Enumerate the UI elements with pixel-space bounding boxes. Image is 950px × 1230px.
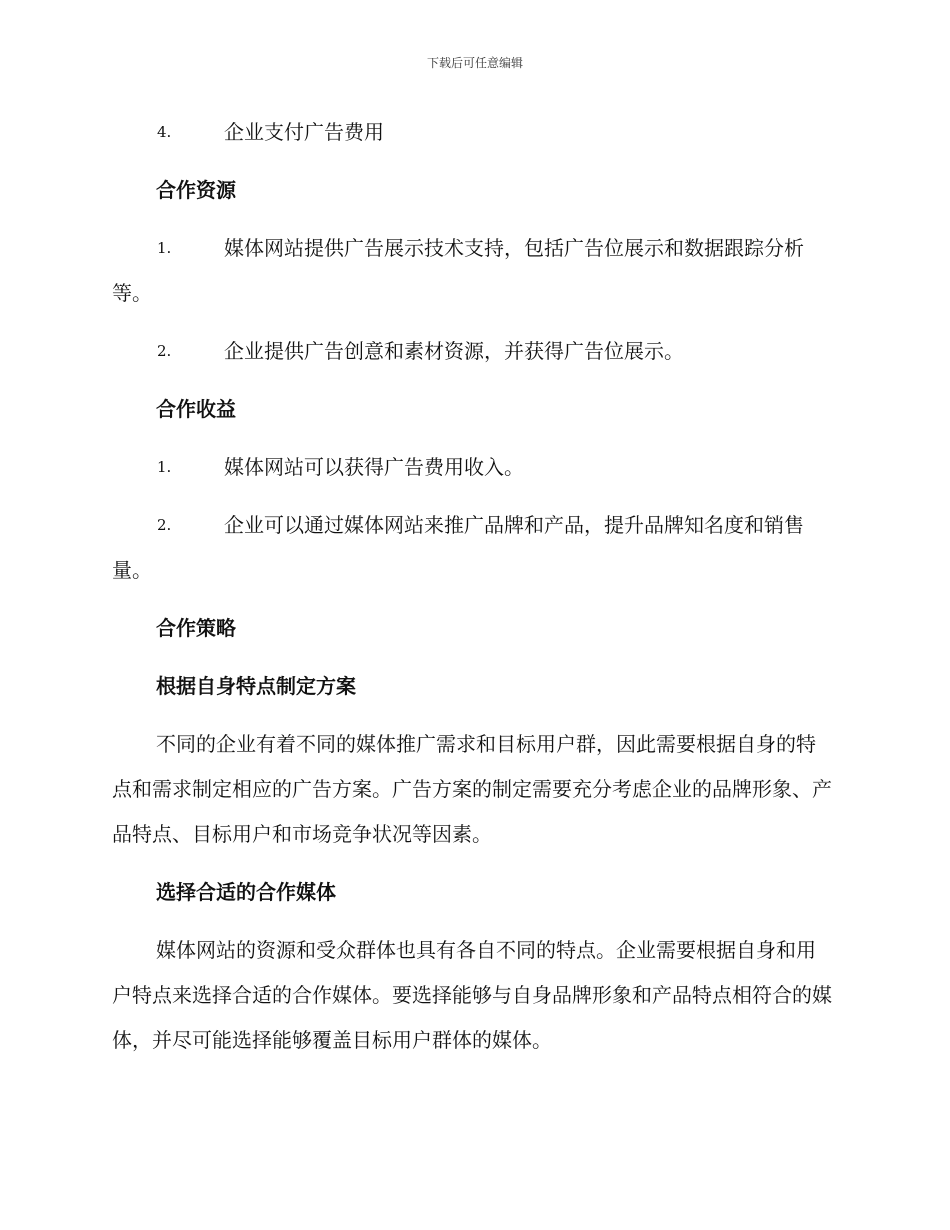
list-number: 1. [157,458,172,476]
list-text: 企业可以通过媒体网站来推广品牌和产品，提升品牌知名度和销售量。 [112,513,804,582]
list-text: 企业提供广告创意和素材资源，并获得广告位展示。 [224,339,684,363]
list-text: 媒体网站可以获得广告费用收入。 [224,455,524,479]
list-item [112,503,834,593]
subsection-heading: 选择合适的合作媒体 [156,880,336,904]
body-paragraph: 媒体网站的资源和受众群体也具有各自不同的特点。企业需要根据自身和用户特点来选择合适的合作媒体。要选择能够与自身品牌形象和产品特点相符合的媒体，并尽可能选择能够覆盖目标用户群体的媒体。 [112,938,832,1052]
list-number: 1. [157,239,172,257]
list-item [112,445,834,490]
list-item [112,110,834,155]
list-text: 媒体网站提供广告展示技术支持，包括广告位展示和数据跟踪分析等。 [112,236,804,305]
list-number: 2. [157,342,172,360]
subsection-heading: 根据自身特点制定方案 [156,674,356,698]
list-item [112,226,834,316]
list-number: 2. [157,516,172,534]
list-item [112,329,834,374]
list-text: 企业支付广告费用 [224,120,384,144]
document-body [112,110,834,1076]
section-heading: 合作资源 [156,178,236,202]
page-header: 下载后可任意编辑 [426,56,523,70]
list-number: 4. [157,123,172,141]
section-heading: 合作策略 [156,616,236,640]
section-heading: 合作收益 [156,397,236,421]
body-paragraph: 不同的企业有着不同的媒体推广需求和目标用户群，因此需要根据自身的特点和需求制定相应的广告方案。广告方案的制定需要充分考虑企业的品牌形象、产品特点、目标用户和市场竞争状况等因素。 [112,732,832,846]
